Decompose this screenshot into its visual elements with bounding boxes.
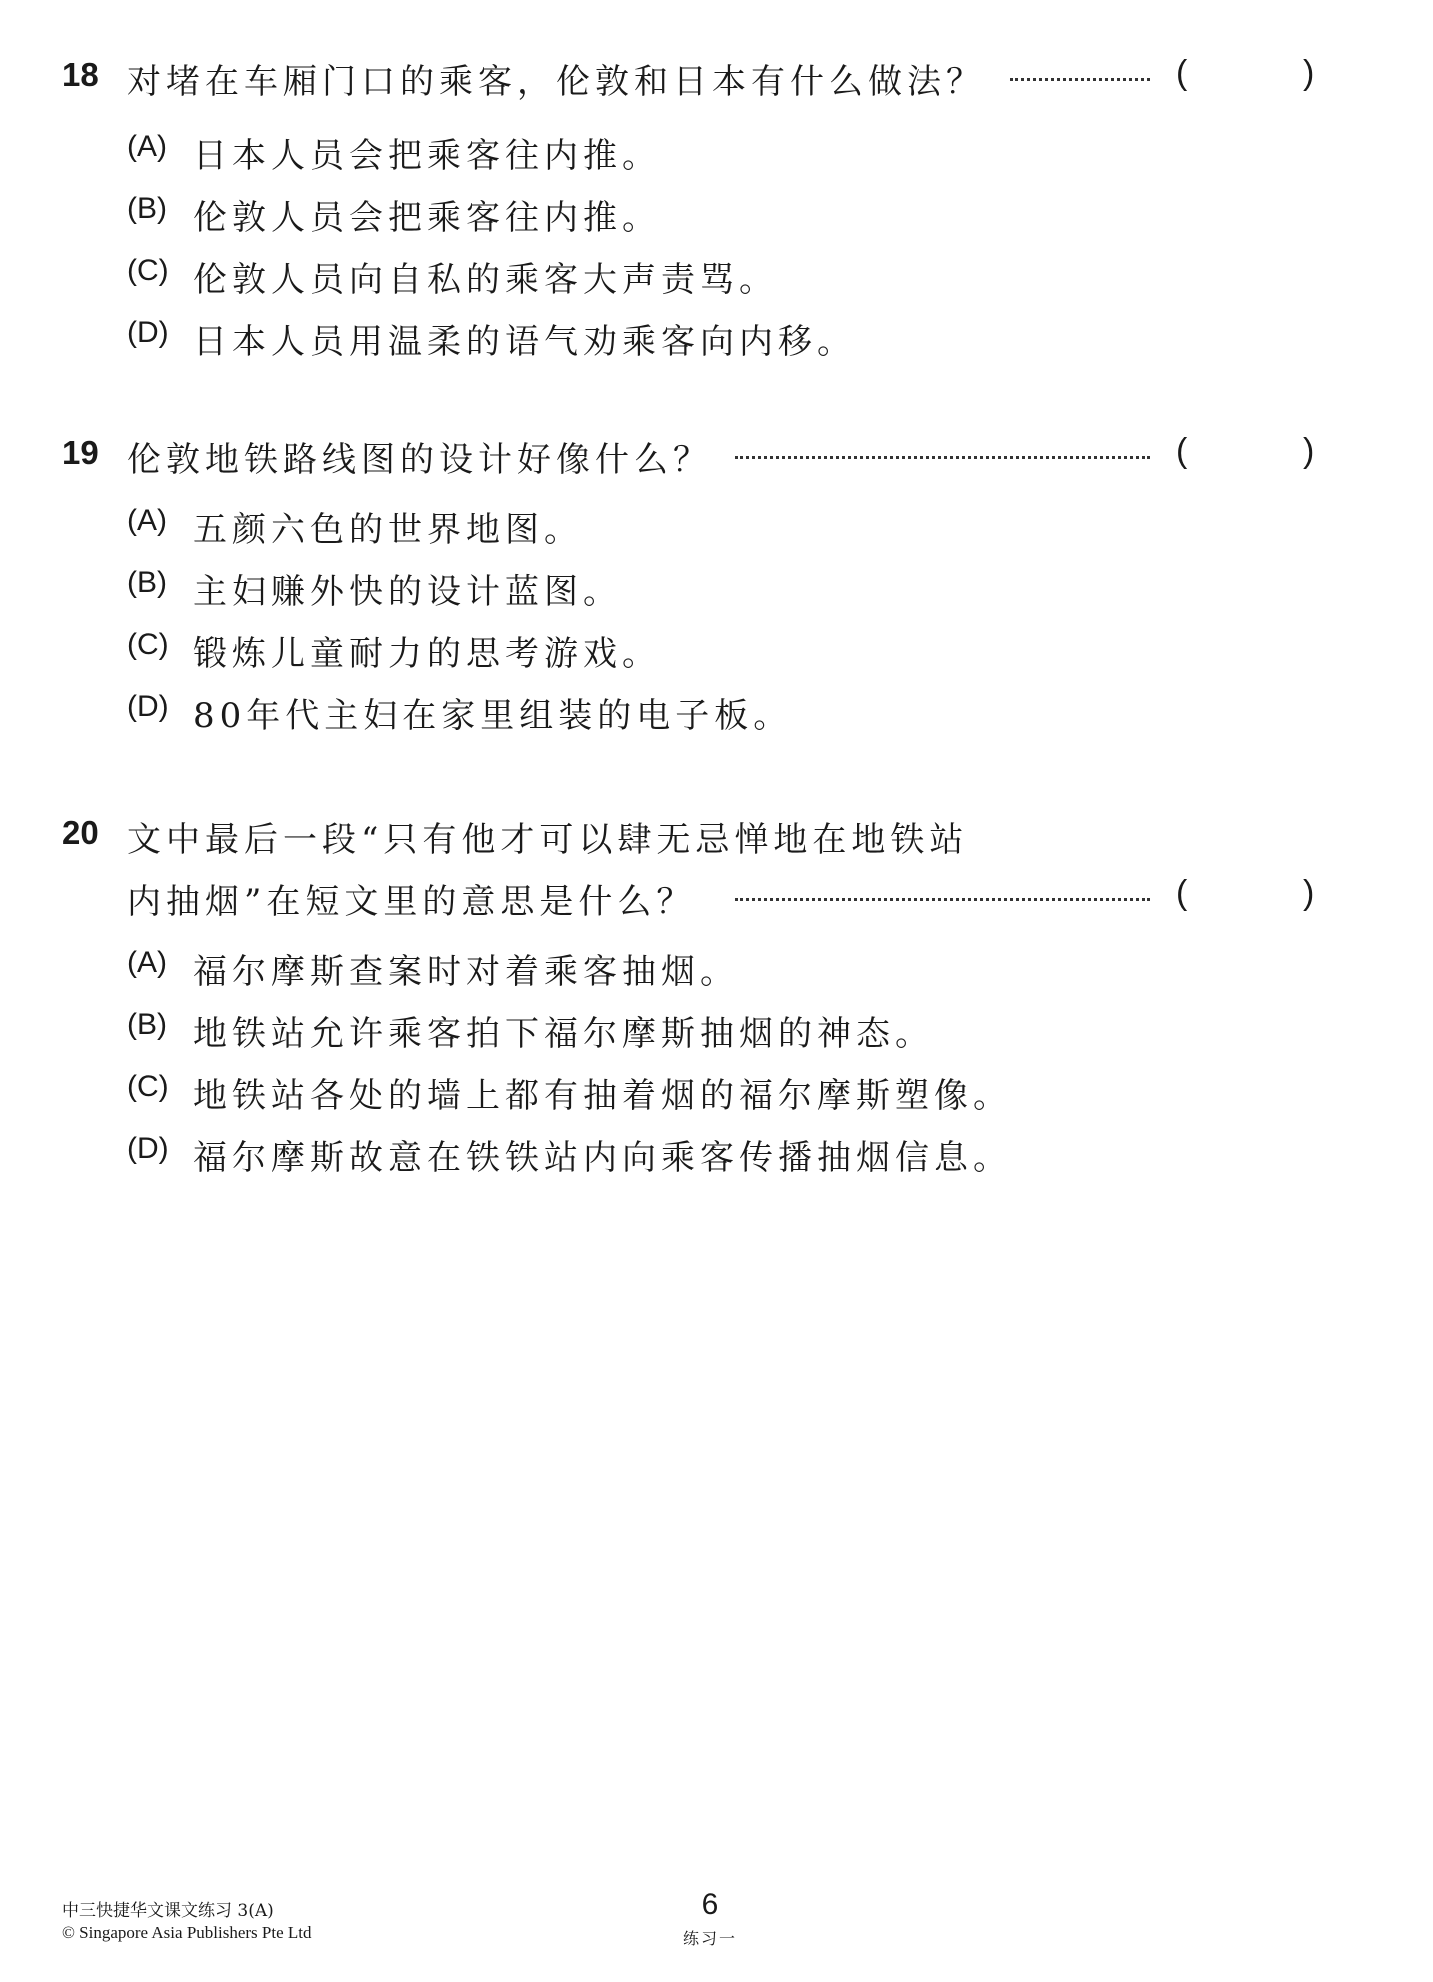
option-letter: (A)	[127, 946, 167, 979]
answer-paren-close: )	[1303, 874, 1315, 912]
option-c[interactable]	[127, 250, 1327, 302]
option-letter: (C)	[127, 628, 169, 661]
option-letter: (C)	[127, 1070, 169, 1103]
option-letter: (B)	[127, 192, 167, 225]
option-a[interactable]	[127, 126, 1327, 178]
section-label: 练习一	[682, 1929, 737, 1948]
option-text: 地铁站各处的墙上都有抽着烟的福尔摩斯塑像。	[193, 1076, 1012, 1116]
option-text: 80年代主妇在家里组装的电子板。	[193, 696, 793, 736]
answer-paren-open: (	[1176, 874, 1188, 912]
option-text: 福尔摩斯故意在铁铁站内向乘客传播抽烟信息。	[193, 1138, 1012, 1178]
page-number: 6	[701, 1888, 719, 1921]
option-text: 日本人员用温柔的语气劝乘客向内移。	[193, 322, 856, 362]
option-letter: (B)	[127, 566, 167, 599]
option-c[interactable]	[127, 1066, 1327, 1118]
option-a[interactable]	[127, 500, 1327, 552]
option-text: 伦敦人员向自私的乘客大声责骂。	[193, 260, 778, 300]
answer-paren-open: (	[1176, 54, 1188, 92]
option-letter: (D)	[127, 1132, 169, 1165]
question-stem-line-1	[0, 808, 1433, 864]
question-text: 文中最后一段“只有他才可以肆无忌惮地在地铁站	[127, 820, 969, 860]
question-number: 19	[62, 434, 99, 471]
option-d[interactable]	[127, 686, 1327, 738]
option-c[interactable]	[127, 624, 1327, 676]
option-letter: (C)	[127, 254, 169, 287]
option-text: 锻炼儿童耐力的思考游戏。	[193, 634, 661, 674]
answer-leader-dots	[735, 456, 1150, 459]
question-stem-line-2	[0, 870, 1433, 926]
answer-leader-dots	[735, 898, 1150, 901]
option-b[interactable]	[127, 1004, 1327, 1056]
copyright-notice: © Singapore Asia Publishers Pte Ltd	[62, 1923, 312, 1942]
option-text: 伦敦人员会把乘客往内推。	[193, 198, 661, 238]
question-number: 18	[62, 56, 99, 93]
question-stem	[0, 428, 1433, 484]
question-stem	[0, 50, 1433, 106]
option-a[interactable]	[127, 942, 1327, 994]
option-letter: (D)	[127, 690, 169, 723]
option-b[interactable]	[127, 188, 1327, 240]
question-text: 对堵在车厢门口的乘客，伦敦和日本有什么做法？	[127, 62, 985, 102]
option-letter: (D)	[127, 316, 169, 349]
option-b[interactable]	[127, 562, 1327, 614]
question-text: 伦敦地铁路线图的设计好像什么？	[127, 440, 712, 480]
option-text: 主妇赚外快的设计蓝图。	[193, 572, 622, 612]
option-letter: (A)	[127, 504, 167, 537]
option-text: 五颜六色的世界地图。	[193, 510, 583, 550]
option-text: 日本人员会把乘客往内推。	[193, 136, 661, 176]
option-text: 福尔摩斯查案时对着乘客抽烟。	[193, 952, 739, 992]
option-d[interactable]	[127, 1128, 1327, 1180]
option-text: 地铁站允许乘客拍下福尔摩斯抽烟的神态。	[193, 1014, 934, 1054]
option-letter: (B)	[127, 1008, 167, 1041]
answer-paren-open: (	[1176, 432, 1188, 470]
question-text: 内抽烟”在短文里的意思是什么？	[127, 882, 696, 922]
option-d[interactable]	[127, 312, 1327, 364]
answer-leader-dots	[1010, 78, 1150, 81]
option-letter: (A)	[127, 130, 167, 163]
question-number: 20	[62, 814, 99, 851]
book-title: 中三快捷华文课文练习 3(A)	[62, 1901, 274, 1921]
footer-credits	[62, 1900, 312, 1944]
answer-paren-close: )	[1303, 432, 1315, 470]
answer-paren-close: )	[1303, 54, 1315, 92]
